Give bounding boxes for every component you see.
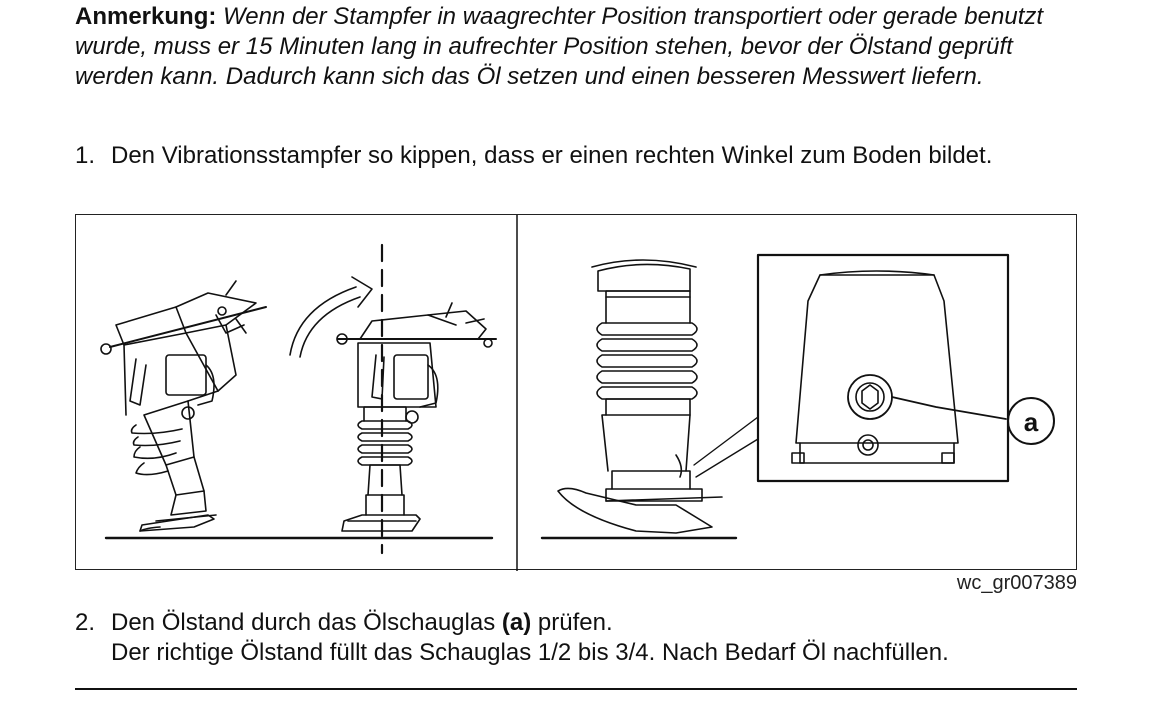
figure-caption: wc_gr007389	[956, 572, 1077, 594]
horizontal-rule	[75, 688, 1077, 690]
front-view-rammer	[558, 260, 722, 533]
step-text: Den Vibrationsstampfer so kippen, dass er einen rechten Winkel zum Boden bildet.	[111, 142, 993, 169]
note-text: Wenn der Stampfer in waagrechter Position transportiert oder gerade benutzt wurde, muss er 15 Minuten lang in aufrechter Position stehen, bevor der Ölstand geprüft werden kann. Dadurch kann sich das Öl setzen und einen besseren Messwert liefern.	[75, 3, 1044, 90]
step-number: 2.	[75, 609, 96, 636]
callout-label: a	[1023, 407, 1039, 437]
step-2	[75, 608, 1085, 670]
step-number: 1.	[75, 142, 96, 169]
upright-rammer-drawing	[337, 303, 496, 531]
rammer-illustration	[76, 215, 1078, 571]
sight-glass-ring	[848, 375, 892, 419]
illustration-frame	[75, 214, 1077, 570]
note-label: Anmerkung:	[75, 3, 217, 30]
sight-glass-detail	[758, 255, 1008, 481]
step-text-start: Den Ölstand durch das Ölschauglas	[111, 609, 496, 636]
step-text-end: prüfen.	[537, 609, 613, 636]
tilt-arrow	[290, 287, 356, 355]
callout-leader	[892, 397, 1006, 419]
step-text-bold: (a)	[501, 609, 532, 636]
note-paragraph	[75, 2, 1085, 92]
step-1	[75, 141, 1085, 203]
step-text	[111, 608, 1091, 668]
tilted-rammer-drawing	[101, 281, 266, 531]
step-text-line2: Der richtige Ölstand füllt das Schauglas 1/2 bis 3/4. Nach Bedarf Öl nachfüllen.	[111, 639, 949, 666]
